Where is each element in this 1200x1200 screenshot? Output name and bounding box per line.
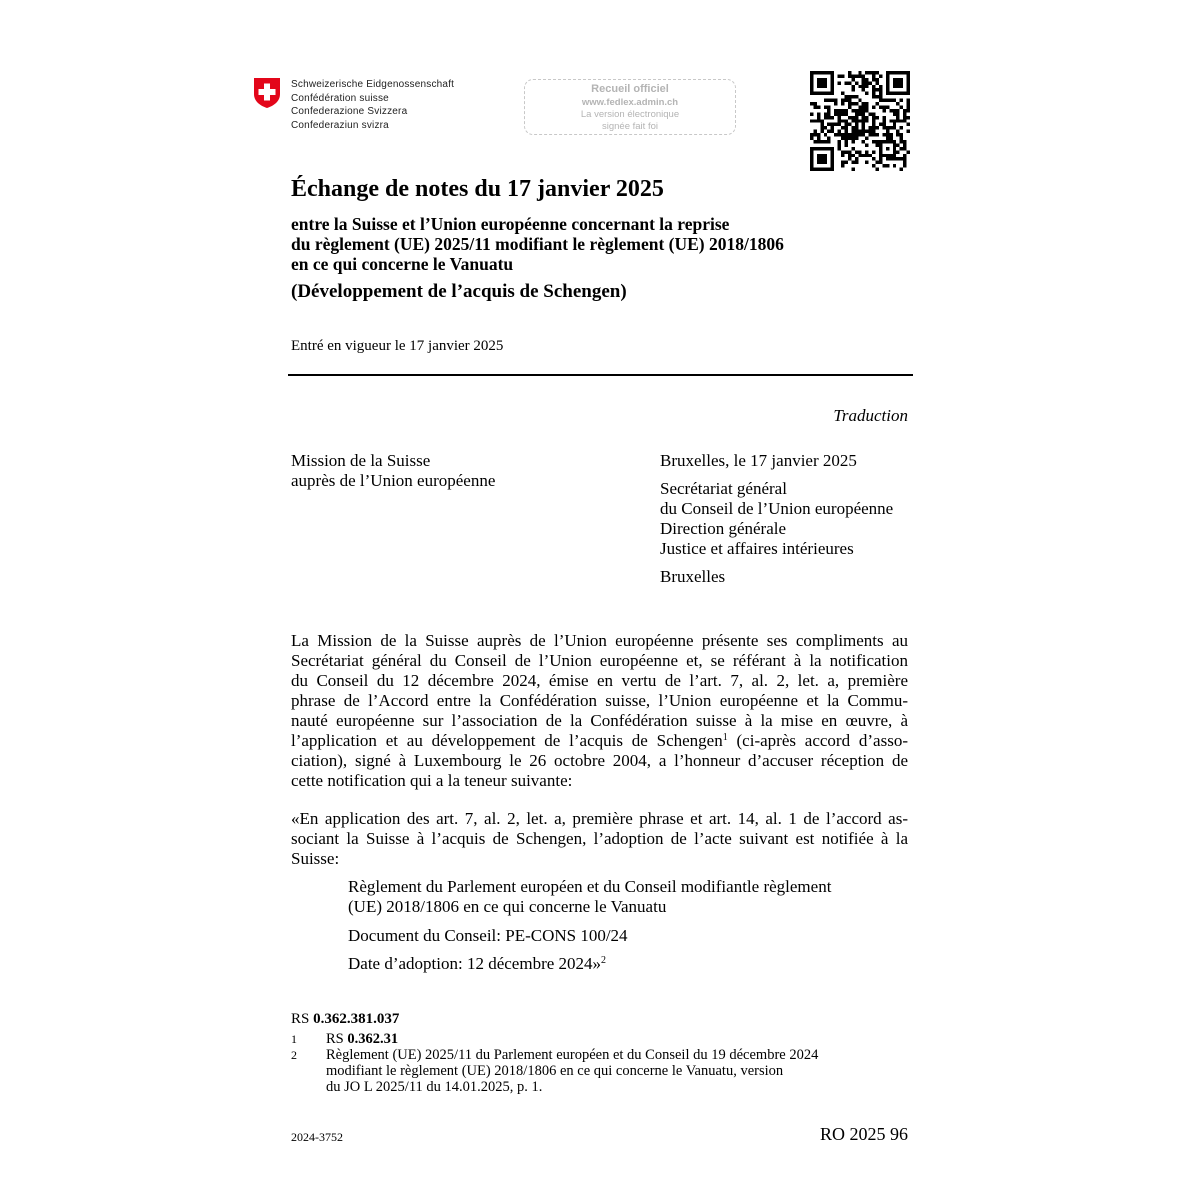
swiss-crest-icon <box>253 77 281 109</box>
footnote-text <box>326 1047 818 1095</box>
document-subtitle <box>291 214 784 274</box>
adoption-text: Date d’adoption: 12 décembre 2024» <box>348 954 602 973</box>
qr-code-icon[interactable] <box>810 71 910 171</box>
confederation-names <box>291 78 454 132</box>
paragraph-line: Suisse: <box>291 849 340 868</box>
line-text: (ci-après accord d’asso- <box>727 731 908 750</box>
council-document: Document du Conseil: PE-CONS 100/24 <box>348 926 628 945</box>
confederation-name-de: Schweizerische Eidgenossenschaft <box>291 79 455 90</box>
rs-prefix: RS <box>291 1011 314 1027</box>
footnote-rs[interactable]: 0.362.31 <box>347 1031 399 1047</box>
act-line: Règlement du Parlement européen et du Conseil modifiantle règlement <box>348 877 832 896</box>
schengen-development: (Développement de l’acquis de Schengen) <box>291 281 627 302</box>
paragraph-line <box>291 731 908 751</box>
confederation-name-rm: Confederaziun svizra <box>291 119 389 131</box>
line-text: l’application et au développement de l’acquis de Schengen <box>291 731 723 750</box>
paragraph-line: nauté européenne sur l’association de la Confédération suisse à la mise en œuvre, à <box>291 711 908 730</box>
recipient-line: Direction générale <box>660 519 787 538</box>
subtitle-line: du règlement (UE) 2025/11 modifiant le règlement (UE) 2018/1806 <box>291 234 784 254</box>
paragraph-line: La Mission de la Suisse auprès de l’Union européenne présente ses compliments au <box>291 631 908 650</box>
confederation-name-fr: Confédération suisse <box>291 92 389 104</box>
header-divider <box>288 374 913 376</box>
recipient-block <box>660 451 893 587</box>
footnote-prefix: RS <box>326 1031 348 1047</box>
footnote-ref[interactable]: 2 <box>601 955 607 966</box>
rs-number <box>291 1011 399 1028</box>
body-paragraph-1 <box>291 631 908 791</box>
sender-line: Mission de la Suisse <box>291 451 431 470</box>
sender-block <box>291 451 495 491</box>
footnote-line: Règlement (UE) 2025/11 du Parlement européen et du Conseil du 19 décembre 2024 <box>326 1047 819 1063</box>
footnote-number: 2 <box>291 1048 297 1062</box>
footnote-number: 1 <box>291 1032 297 1046</box>
footnote-ref[interactable]: 1 <box>722 732 728 743</box>
stamp-line-3: La version électronique <box>580 109 680 120</box>
paragraph-line: cette notification qui a la teneur suivante: <box>291 771 573 790</box>
translation-note: Traduction <box>833 406 908 425</box>
sender-line: auprès de l’Union européenne <box>291 471 496 490</box>
adoption-date <box>348 954 908 974</box>
ro-reference: RO 2025 96 <box>819 1124 908 1144</box>
stamp-title: Recueil officiel <box>591 83 669 95</box>
body-paragraph-2 <box>291 809 908 869</box>
subtitle-line: en ce qui concerne le Vanuatu <box>291 254 514 274</box>
recipient-line: Secrétariat général <box>660 479 787 498</box>
official-stamp <box>524 79 736 135</box>
recipient-city: Bruxelles <box>660 567 726 586</box>
recipient-line: du Conseil de l’Union européenne <box>660 499 894 518</box>
stamp-url: www.fedlex.admin.ch <box>581 97 679 108</box>
act-line: (UE) 2018/1806 en ce qui concerne le Vanuatu <box>348 897 667 916</box>
paragraph-line: «En application des art. 7, al. 2, let. a, première phrase et art. 14, al. 1 de l’accord as- <box>291 809 908 828</box>
entry-into-force: Entré en vigueur le 17 janvier 2025 <box>291 338 504 354</box>
footnote-text <box>326 1031 398 1047</box>
rs-value: 0.362.381.037 <box>313 1011 400 1027</box>
paragraph-line: sociant la Suisse à l’acquis de Schengen, l’adoption de l’acte suivant est notifiée à la <box>291 829 908 848</box>
recipient-line: Justice et affaires intérieures <box>660 539 854 558</box>
footnote-line: du JO L 2025/11 du 14.01.2025, p. 1. <box>326 1079 543 1095</box>
subtitle-line: entre la Suisse et l’Union européenne concernant la reprise <box>291 214 730 234</box>
paragraph-line: phrase de l’Accord entre la Confédération suisse, l’Union européenne et la Commu- <box>291 691 908 710</box>
notified-act <box>348 877 908 917</box>
place-date: Bruxelles, le 17 janvier 2025 <box>660 451 857 470</box>
document-number: 2024-3752 <box>291 1130 343 1144</box>
stamp-line-4: signée fait foi <box>602 121 658 132</box>
paragraph-line: Secrétariat général du Conseil de l’Union européenne et, se référant à la notification <box>291 651 908 670</box>
footnote-line: modifiant le règlement (UE) 2018/1806 en ce qui concerne le Vanuatu, version <box>326 1063 784 1079</box>
confederation-name-it: Confederazione Svizzera <box>291 106 408 117</box>
paragraph-line: du Conseil du 12 décembre 2024, émise en vertu de l’art. 7, al. 2, let. a, première <box>291 671 908 690</box>
document-title: Échange de notes du 17 janvier 2025 <box>291 176 664 202</box>
paragraph-line: ciation), signé à Luxembourg le 26 octobre 2004, a l’honneur d’accuser réception de <box>291 751 908 770</box>
